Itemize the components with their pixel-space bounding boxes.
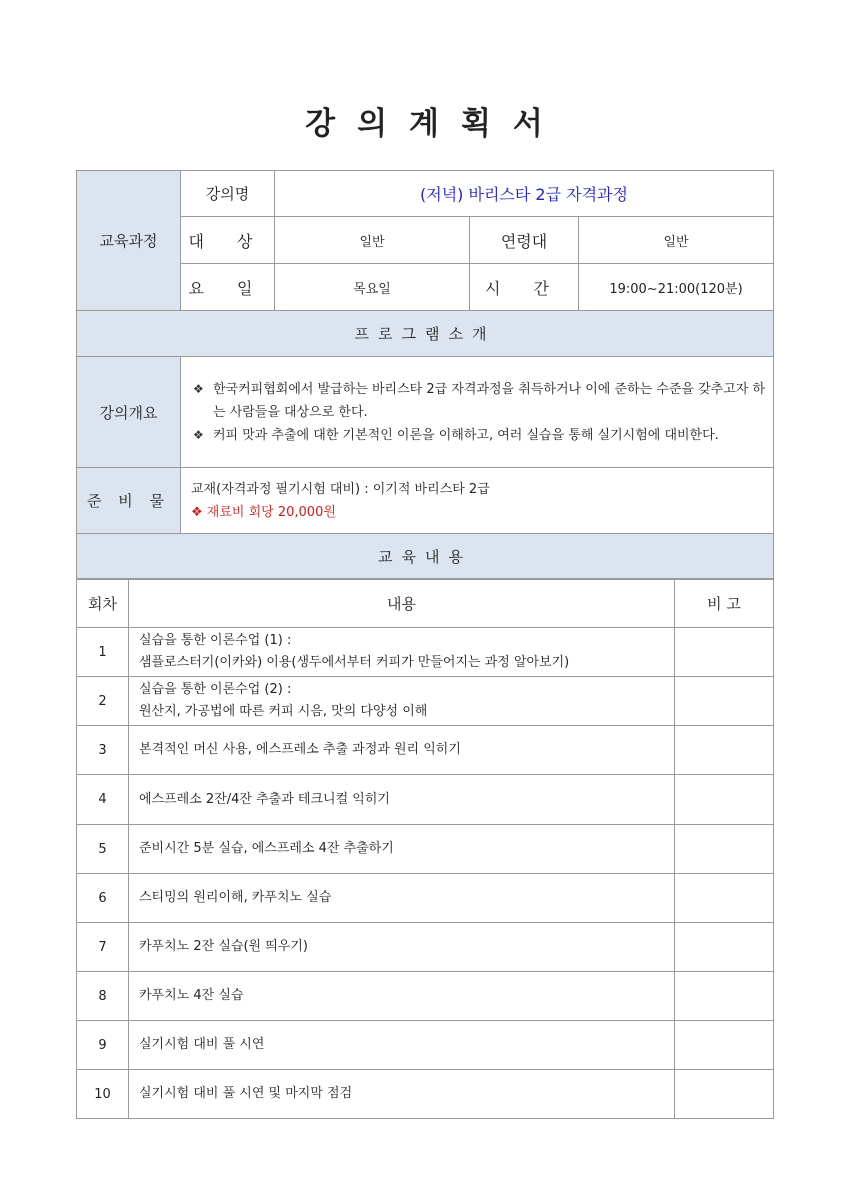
session-content: 실습을 통한 이론수업 (1) : 샘플로스터기(이카와) 이용(생두에서부터 커피가 만들어지는 과정 알아보기): [129, 628, 675, 677]
col-session: 회차: [77, 580, 129, 628]
table-row: [77, 1070, 774, 1119]
list-item: ❖ 한국커피협회에서 발급하는 바리스타 2급 자격과정을 취득하거나 이에 준하는 수준을 갖추고자 하는 사람들을 대상으로 한다.: [193, 378, 765, 424]
table-row: [77, 1021, 774, 1070]
course-info-table: [76, 170, 774, 579]
col-content: 내용: [129, 580, 675, 628]
col-note: 비 고: [675, 580, 774, 628]
session-content: 준비시간 5분 실습, 에스프레소 4잔 추출하기: [129, 825, 675, 874]
session-note: [675, 825, 774, 874]
time-value: 19:00~21:00(120분): [579, 264, 774, 311]
age-value: 일반: [579, 217, 774, 264]
session-content: 본격적인 머신 사용, 에스프레소 추출 과정과 원리 익히기: [129, 726, 675, 775]
session-content: 실기시험 대비 풀 시연: [129, 1021, 675, 1070]
session-content: 스티밍의 원리이해, 카푸치노 실습: [129, 874, 675, 923]
curriculum-heading: 교육내용: [77, 534, 774, 579]
session-note: [675, 1070, 774, 1119]
overview-label: 강의개요: [77, 357, 181, 468]
diamond-bullet-icon: ❖: [193, 427, 204, 442]
prep-text: 교재(자격과정 필기시험 대비) : 이기적 바리스타 2급: [191, 481, 490, 497]
table-row: [77, 726, 774, 775]
table-row: [77, 874, 774, 923]
table-row: [77, 825, 774, 874]
prep-label: 준 비 물: [77, 468, 181, 534]
session-number: 10: [77, 1070, 129, 1119]
prep-fee: ❖ 재료비 회당 20,000원: [191, 504, 336, 520]
session-note: [675, 1021, 774, 1070]
table-row: [77, 923, 774, 972]
diamond-bullet-icon: ❖: [193, 381, 204, 396]
session-number: 2: [77, 677, 129, 726]
session-note: [675, 874, 774, 923]
session-content: 에스프레소 2잔/4잔 추출과 테크니컬 익히기: [129, 775, 675, 825]
program-intro-heading: 프로그램소개: [77, 311, 774, 357]
session-number: 7: [77, 923, 129, 972]
target-label: 대 상: [181, 217, 275, 264]
session-note: [675, 628, 774, 677]
session-number: 6: [77, 874, 129, 923]
day-value: 목요일: [275, 264, 470, 311]
session-content: 카푸치노 2잔 실습(원 띄우기): [129, 923, 675, 972]
table-row: [77, 677, 774, 726]
session-content: 실습을 통한 이론수업 (2) : 원산지, 가공법에 따른 커피 시음, 맛의 다양성 이해: [129, 677, 675, 726]
overview-list: [181, 370, 773, 455]
session-note: [675, 775, 774, 825]
diamond-bullet-icon: ❖: [191, 504, 203, 520]
page-title: 강의계획서: [305, 106, 565, 142]
session-content: 실기시험 대비 풀 시연 및 마지막 점검: [129, 1070, 675, 1119]
session-number: 1: [77, 628, 129, 677]
list-item: ❖ 커피 맛과 추출에 대한 기본적인 이론을 이해하고, 여러 실습을 통해 실기시험에 대비한다.: [193, 424, 765, 447]
session-number: 8: [77, 972, 129, 1021]
table-row: [77, 972, 774, 1021]
section-label: 교육과정: [77, 171, 181, 311]
session-content: 카푸치노 4잔 실습: [129, 972, 675, 1021]
table-row: [77, 775, 774, 825]
session-number: 3: [77, 726, 129, 775]
session-number: 4: [77, 775, 129, 825]
session-note: [675, 677, 774, 726]
session-number: 9: [77, 1021, 129, 1070]
session-number: 5: [77, 825, 129, 874]
session-note: [675, 923, 774, 972]
time-label: 시 간: [470, 264, 579, 311]
day-label: 요 일: [181, 264, 275, 311]
session-note: [675, 726, 774, 775]
curriculum-table: [76, 579, 774, 1119]
target-value: 일반: [275, 217, 470, 264]
course-label: 강의명: [181, 171, 275, 217]
session-note: [675, 972, 774, 1021]
table-row: [77, 628, 774, 677]
course-name: (저녁) 바리스타 2급 자격과정: [275, 171, 774, 217]
age-label: 연령대: [470, 217, 579, 264]
